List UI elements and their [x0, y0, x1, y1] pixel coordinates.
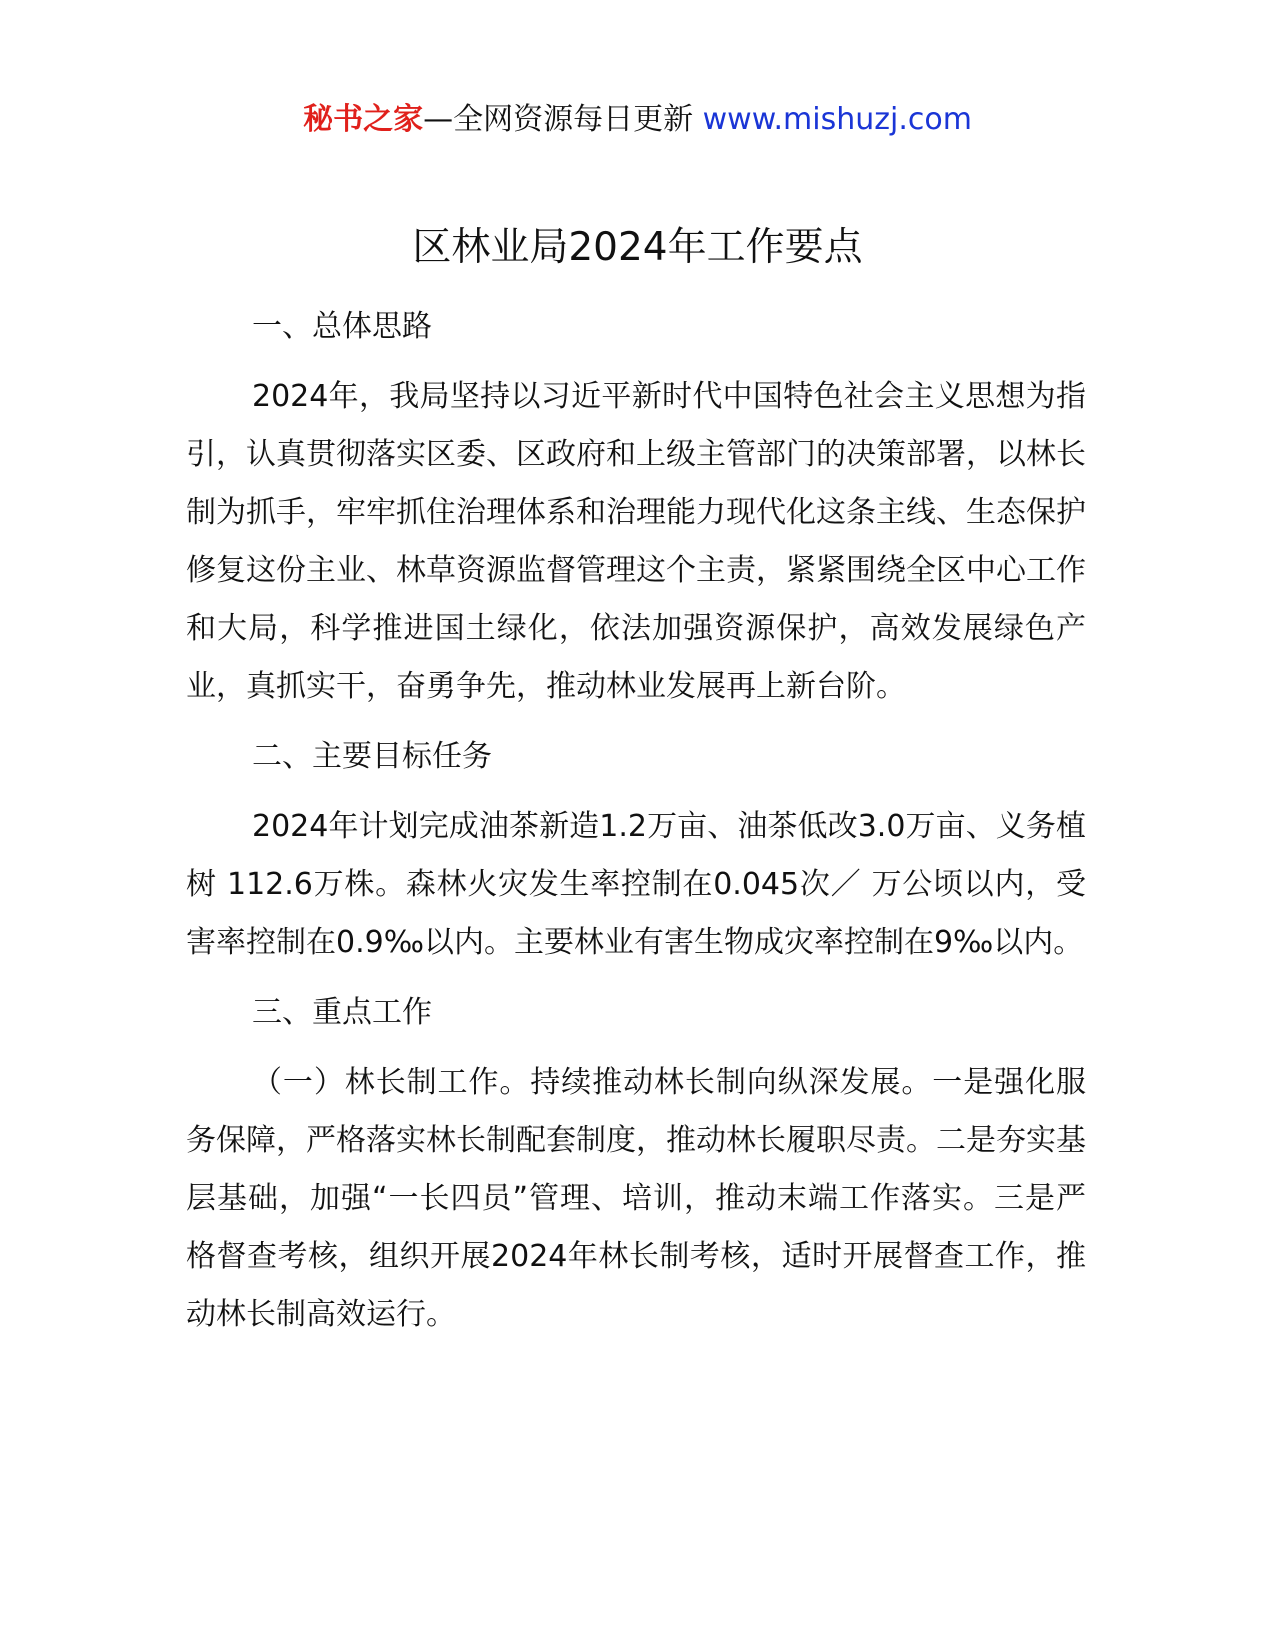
header-tagline: —全网资源每日更新 — [423, 102, 694, 137]
paragraph-forest-chief-system: （一）林长制工作。持续推动林长制向纵深发展。一是强化服务保障，严格落实林长制配套制度，推动林长履职尽责。二是夯实基层基础，加强“一长四员”管理、培训，推动末端工作落实。三是严格督查考核，组织开展2024年林长制考核，适时开展督查工作，推动林长制高效运行。 — [186, 1065, 1086, 1332]
section-heading-main-targets: 二、主要目标任务 — [252, 739, 492, 774]
section-heading-key-work: 三、重点工作 — [252, 995, 432, 1030]
document-body — [186, 298, 1086, 1356]
document-title: 区林业局2024年工作要点 — [412, 225, 863, 270]
site-header — [0, 100, 1275, 140]
paragraph-overall-approach: 2024年，我局坚持以习近平新时代中国特色社会主义思想为指引，认真贯彻落实区委、区政府和上级主管部门的决策部署，以林长制为抓手，牢牢抓住治理体系和治理能力现代化这条主线、生态保护修复这份主业、林草资源监督管理这个主责，紧紧围绕全区中心工作和大局，科学推进国土绿化，依法加强资源保护，高效发展绿色产业，真抓实干，奋勇争先，推动林业发展再上新台阶。 — [186, 379, 1086, 704]
paragraph-main-targets: 2024年计划完成油茶新造1.2万亩、油茶低改3.0万亩、义务植树 112.6万株。森林火灾发生率控制在0.045次／ 万公顷以内，受害率控制在0.9‰以内。主要林业有害生物成灾率控制在9‰以内。 — [186, 809, 1086, 960]
brand-name: 秘书之家 — [303, 102, 424, 137]
section-heading-overall-approach: 一、总体思路 — [252, 309, 432, 344]
site-url-link[interactable]: www.mishuzj.com — [702, 102, 972, 137]
